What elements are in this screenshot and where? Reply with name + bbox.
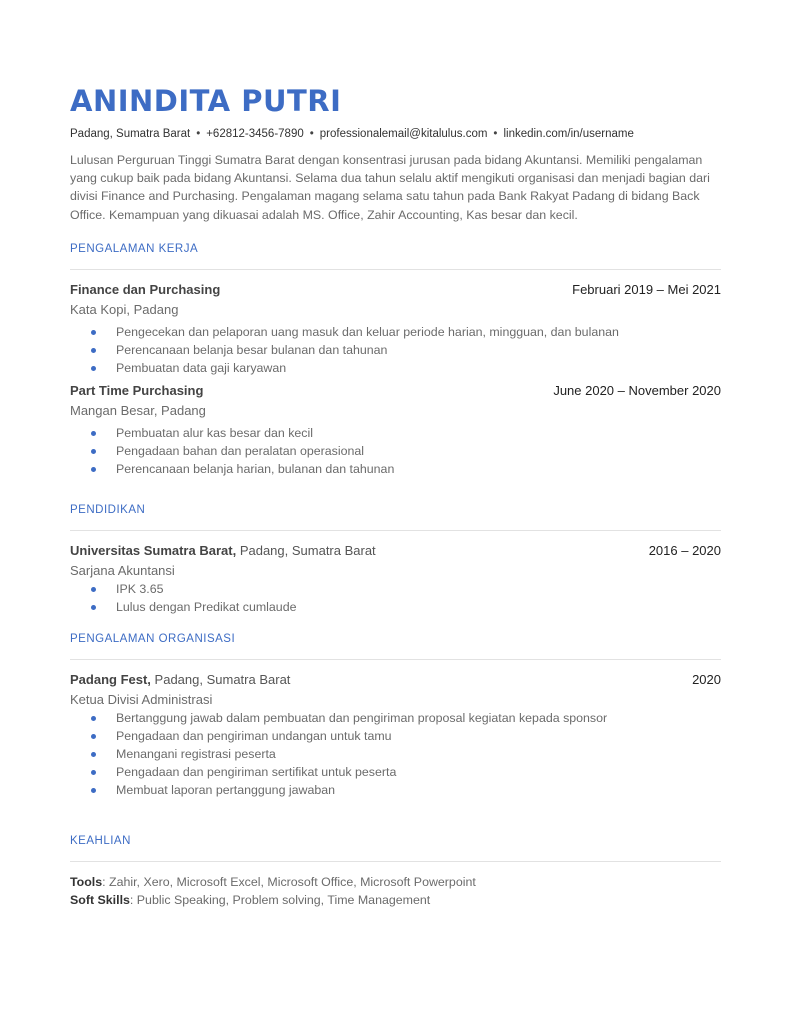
section-divider xyxy=(70,861,721,862)
skills-block xyxy=(70,873,721,909)
skills-soft-label: Soft Skills xyxy=(70,892,130,907)
section-title-skills: KEAHLIAN xyxy=(70,834,131,847)
bullet-text: Pengecekan dan pelaporan uang masuk dan keluar periode harian, mingguan, dan bulanan xyxy=(116,324,619,339)
bullet-icon xyxy=(91,605,96,610)
job-role: Part Time Purchasing xyxy=(70,382,204,398)
section-divider xyxy=(70,530,721,531)
bullet-icon xyxy=(91,734,96,739)
bullet-icon xyxy=(91,788,96,793)
skills-tools-value: : Zahir, Xero, Microsoft Excel, Microsoft Office, Microsoft Powerpoint xyxy=(102,874,476,889)
bullet-icon xyxy=(91,752,96,757)
skills-soft-value: : Public Speaking, Problem solving, Time Management xyxy=(129,892,431,907)
contact-email[interactable]: professionalemail@kitalulus.com xyxy=(319,128,488,140)
job-date: June 2020 – November 2020 xyxy=(553,382,721,398)
bullet-icon xyxy=(91,330,96,335)
summary-paragraph: Lulusan Perguruan Tinggi Sumatra Barat dengan konsentrasi jurusan pada bidang Akuntansi. Memiliki pengalaman yang cukup baik pada bidang Akuntansi. Selama dua tahun selalu aktif mengikuti organisasi dan menjadi bagian dari divisi Finance and Purchasing. Pengalaman magang selama satu tahun pada Bank Rakyat Padang di bidang Back Office. Kemampuan yang dikuasai adalah MS. Office, Zahir Accounting, Kas besar dan kecil. xyxy=(70,153,710,222)
job-company: Mangan Besar, Padang xyxy=(70,402,206,418)
bullet-text: Menangani registrasi peserta xyxy=(116,746,276,761)
organization-location: Padang, Sumatra Barat xyxy=(154,671,291,687)
job-role: Finance dan Purchasing xyxy=(70,281,221,297)
bullet-icon xyxy=(91,348,96,353)
education-header xyxy=(70,542,721,560)
bullet-text: Membuat laporan pertanggung jawaban xyxy=(116,782,336,797)
skills-soft-line xyxy=(70,891,721,909)
list-item xyxy=(70,709,721,727)
school-name: Universitas Sumatra Barat, xyxy=(70,542,237,558)
bullet-text: Pembuatan alur kas besar dan kecil xyxy=(116,425,313,440)
organization-role: Ketua Divisi Administrasi xyxy=(70,691,213,707)
bullet-text: Perencanaan belanja besar bulanan dan tahunan xyxy=(116,342,388,357)
organization-entry xyxy=(70,671,721,799)
organization-header xyxy=(70,671,721,689)
education-title xyxy=(70,542,376,560)
bullet-icon xyxy=(91,366,96,371)
section-title-education: PENDIDIKAN xyxy=(70,503,146,516)
education-date: 2016 – 2020 xyxy=(648,542,721,558)
bullet-icon xyxy=(91,467,96,472)
degree: Sarjana Akuntansi xyxy=(70,562,175,578)
separator-dot: • xyxy=(309,128,314,140)
list-item xyxy=(70,424,721,442)
job-header xyxy=(70,281,721,299)
list-item xyxy=(70,745,721,763)
bullet-text: Perencanaan belanja harian, bulanan dan tahunan xyxy=(116,461,395,476)
bullet-text: Pembuatan data gaji karyawan xyxy=(116,360,287,375)
bullet-icon xyxy=(91,449,96,454)
section-title-experience: PENGALAMAN KERJA xyxy=(70,242,199,255)
organization-name: Padang Fest, xyxy=(70,671,151,687)
section-title-organization: PENGALAMAN ORGANISASI xyxy=(70,632,236,645)
bullet-text: Bertanggung jawab dalam pembuatan dan pengiriman proposal kegiatan kepada sponsor xyxy=(116,710,608,725)
job-entry xyxy=(70,382,721,478)
education-bullets xyxy=(70,580,721,616)
contact-linkedin[interactable]: linkedin.com/in/username xyxy=(503,128,634,140)
bullet-text: Pengadaan dan pengiriman sertifikat untuk peserta xyxy=(116,764,397,779)
separator-dot: • xyxy=(493,128,498,140)
resume-page xyxy=(70,84,721,909)
education-entry xyxy=(70,542,721,616)
list-item xyxy=(70,341,721,359)
list-item xyxy=(70,727,721,745)
bullet-icon xyxy=(91,431,96,436)
list-item xyxy=(70,781,721,799)
list-item xyxy=(70,323,721,341)
bullet-text: Pengadaan dan pengiriman undangan untuk tamu xyxy=(116,728,392,743)
contact-phone: +62812-3456-7890 xyxy=(206,128,304,140)
organization-date: 2020 xyxy=(692,671,721,687)
job-bullets xyxy=(70,424,721,478)
list-item xyxy=(70,763,721,781)
candidate-name: ANINDITA PUTRI xyxy=(70,84,342,118)
skills-tools-label: Tools xyxy=(70,874,103,889)
school-location: Padang, Sumatra Barat xyxy=(239,542,376,558)
skills-tools-line xyxy=(70,873,721,891)
bullet-text: Pengadaan bahan dan peralatan operasional xyxy=(116,443,365,458)
bullet-text: Lulus dengan Predikat cumlaude xyxy=(116,599,297,614)
list-item xyxy=(70,580,721,598)
organization-title xyxy=(70,671,290,689)
contact-line xyxy=(70,126,721,142)
bullet-text: IPK 3.65 xyxy=(116,581,164,596)
job-bullets xyxy=(70,323,721,377)
section-divider xyxy=(70,659,721,660)
bullet-icon xyxy=(91,716,96,721)
list-item xyxy=(70,442,721,460)
contact-location: Padang, Sumatra Barat xyxy=(70,128,191,140)
job-company: Kata Kopi, Padang xyxy=(70,301,179,317)
section-divider xyxy=(70,269,721,270)
list-item xyxy=(70,359,721,377)
list-item xyxy=(70,598,721,616)
job-entry xyxy=(70,281,721,377)
bullet-icon xyxy=(91,770,96,775)
bullet-icon xyxy=(91,587,96,592)
organization-bullets xyxy=(70,709,721,799)
job-date: Februari 2019 – Mei 2021 xyxy=(572,281,721,297)
job-header xyxy=(70,382,721,400)
list-item xyxy=(70,460,721,478)
separator-dot: • xyxy=(196,128,201,140)
